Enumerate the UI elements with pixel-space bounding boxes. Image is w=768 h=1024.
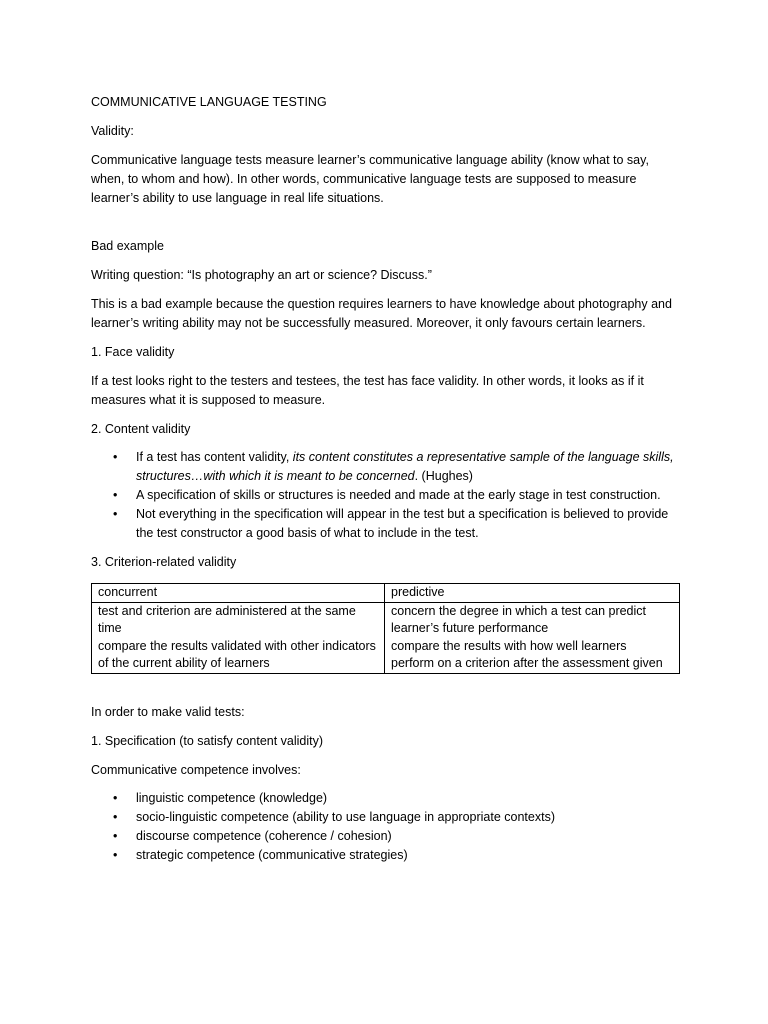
list-item: • A specification of skills or structures is needed and made at the early stage in test construction. <box>91 486 681 505</box>
specification-heading: 1. Specification (to satisfy content validity) <box>91 733 324 748</box>
document-title: COMMUNICATIVE LANGUAGE TESTING <box>91 95 327 109</box>
list-item <box>91 448 681 486</box>
bad-example-heading: Bad example <box>91 239 164 253</box>
cell-line: concern the degree in which a test can predict learner’s future performance <box>391 603 647 635</box>
document-body <box>91 93 681 865</box>
criterion-table <box>91 583 680 674</box>
table-header-row <box>92 584 680 603</box>
validity-heading: Validity: <box>91 124 134 138</box>
table-cell-concurrent <box>92 602 385 673</box>
list-item: • discourse competence (coherence / cohesion) <box>91 827 681 846</box>
bad-example-question: Writing question: “Is photography an art or science? Discuss.” <box>91 268 432 282</box>
criterion-heading: 3. Criterion-related validity <box>91 555 237 569</box>
list-item: • linguistic competence (knowledge) <box>91 789 681 808</box>
table-header-concurrent: concurrent <box>92 584 385 603</box>
face-validity-heading: 1. Face validity <box>91 345 175 359</box>
face-validity-text: If a test looks right to the testers and testees, the test has face validity. In other words, it looks as if it measures what it is supposed to measure. <box>91 374 644 407</box>
competence-list <box>91 789 681 865</box>
valid-tests-heading: In order to make valid tests: <box>91 704 245 719</box>
cell-line: compare the results with how well learners perform on a criterion after the assessment given <box>391 638 663 670</box>
table-row <box>92 602 680 673</box>
cell-line: compare the results validated with other indicators of the current ability of learners <box>98 638 376 670</box>
bullet-text: If a test has content validity, <box>136 450 293 464</box>
hughes-quote: its content constitutes a representative sample of the language skills, structures…with which it is meant to be concerned <box>136 450 674 483</box>
content-validity-list <box>91 448 681 543</box>
list-item: • strategic competence (communicative strategies) <box>91 846 681 865</box>
list-item: • Not everything in the specification will appear in the test but a specification is believed to provide the test constructor a good basis of what to include in the test. <box>91 505 681 543</box>
list-item: • socio-linguistic competence (ability to use language in appropriate contexts) <box>91 808 681 827</box>
intro-paragraph: Communicative language tests measure learner’s communicative language ability (know what to say, when, to whom and how). In other words, communicative language tests are supposed to measure learner’s ability to use language in real life situations. <box>91 153 649 205</box>
content-validity-heading: 2. Content validity <box>91 422 191 436</box>
cell-line: test and criterion are administered at the same time <box>98 603 356 635</box>
citation: . (Hughes) <box>414 469 473 483</box>
table-header-predictive: predictive <box>385 584 680 603</box>
table-cell-predictive <box>385 602 680 673</box>
competence-heading: Communicative competence involves: <box>91 762 301 777</box>
bad-example-explanation: This is a bad example because the question requires learners to have knowledge about photography and learner’s writing ability may not be successfully measured. Moreover, it only favours certain learners. <box>91 297 672 330</box>
